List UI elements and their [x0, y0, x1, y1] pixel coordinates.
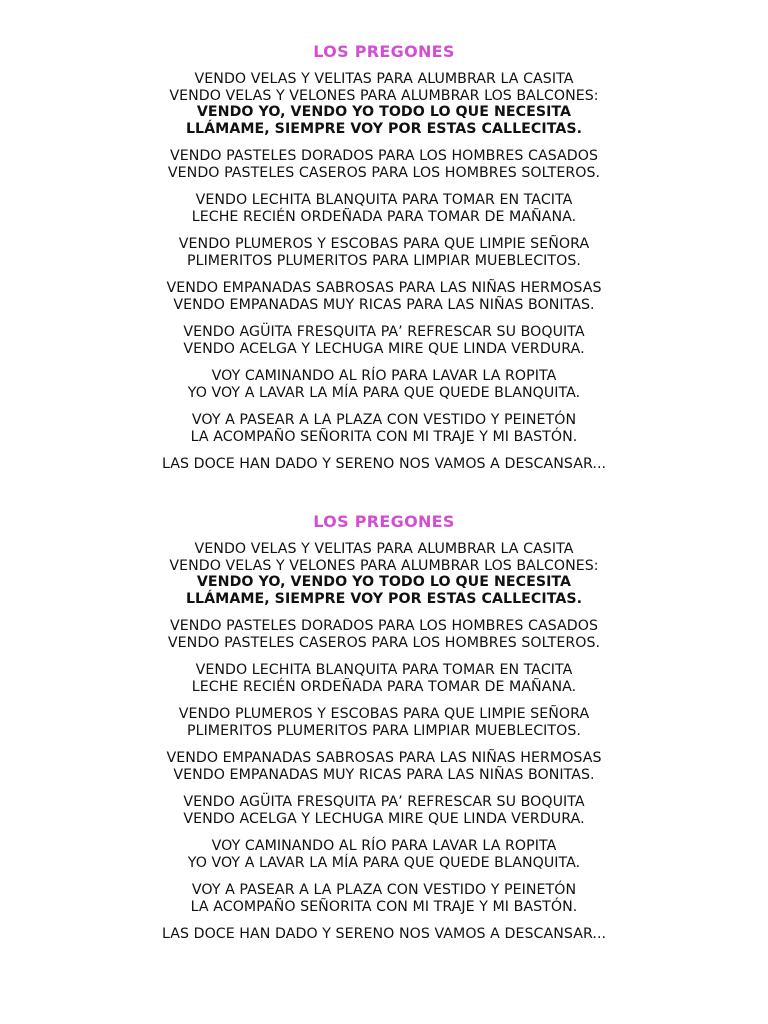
- lyrics-line: VOY CAMINANDO AL RÍO PARA LAVAR LA ROPITA: [211, 838, 557, 854]
- lyrics-line: VENDO EMPANADAS SABROSAS PARA LAS NIÑAS HERMOSAS: [166, 280, 602, 296]
- lyrics-stanza: [0, 882, 768, 915]
- lyrics-stanza: [0, 280, 768, 313]
- lyrics-line: VENDO EMPANADAS SABROSAS PARA LAS NIÑAS HERMOSAS: [166, 750, 602, 766]
- lyrics-stanza: [0, 368, 768, 401]
- lyrics-stanza: [0, 71, 768, 137]
- lyrics-line: YO VOY A LAVAR LA MÍA PARA QUE QUEDE BLANQUITA.: [187, 384, 581, 401]
- lyrics-stanza: [0, 618, 768, 651]
- lyrics-line: LA ACOMPAÑO SEÑORITA CON MI TRAJE Y MI BASTÓN.: [190, 428, 578, 445]
- lyrics-line: YO VOY A LAVAR LA MÍA PARA QUE QUEDE BLANQUITA.: [187, 854, 581, 871]
- lyrics-line: PLIMERITOS PLUMERITOS PARA LIMPIAR MUEBLECITOS.: [187, 722, 581, 739]
- lyrics-line: VENDO VELAS Y VELITAS PARA ALUMBRAR LA CASITA: [194, 71, 574, 87]
- chorus-line: VENDO YO, VENDO YO TODO LO QUE NECESITA: [196, 104, 572, 120]
- lyrics-line: LECHE RECIÉN ORDEÑADA PARA TOMAR DE MAÑANA.: [191, 208, 577, 225]
- lyrics-line: VENDO PASTELES CASEROS PARA LOS HOMBRES SOLTEROS.: [167, 164, 601, 181]
- lyrics-stanza: [0, 456, 768, 473]
- lyrics-line: VENDO AGÜITA FRESQUITA PA’ REFRESCAR SU BOQUITA: [183, 794, 585, 810]
- lyrics-stanza: [0, 412, 768, 445]
- lyrics-stanza: [0, 148, 768, 181]
- lyrics-line: VOY CAMINANDO AL RÍO PARA LAVAR LA ROPITA: [211, 368, 557, 384]
- lyrics-line: VOY A PASEAR A LA PLAZA CON VESTIDO Y PEINETÓN: [191, 882, 577, 898]
- lyrics-line: PLIMERITOS PLUMERITOS PARA LIMPIAR MUEBLECITOS.: [187, 252, 581, 269]
- lyrics-line: VENDO VELAS Y VELONES PARA ALUMBRAR LOS BALCONES:: [169, 557, 599, 574]
- lyrics-line: LAS DOCE HAN DADO Y SERENO NOS VAMOS A DESCANSAR...: [161, 456, 607, 472]
- lyrics-line: VENDO PASTELES DORADOS PARA LOS HOMBRES CASADOS: [169, 618, 599, 634]
- lyrics-line: LA ACOMPAÑO SEÑORITA CON MI TRAJE Y MI BASTÓN.: [190, 898, 578, 915]
- chorus-line: LLÁMAME, SIEMPRE VOY POR ESTAS CALLECITAS.: [185, 120, 583, 137]
- song-lyrics: [0, 71, 768, 473]
- lyrics-stanza: [0, 750, 768, 783]
- song-title: LOS PREGONES: [313, 512, 455, 531]
- lyrics-stanza: [0, 192, 768, 225]
- lyrics-line: VENDO ACELGA Y LECHUGA MIRE QUE LINDA VERDURA.: [183, 340, 585, 357]
- lyrics-line: VENDO LECHITA BLANQUITA PARA TOMAR EN TACITA: [195, 662, 573, 678]
- lyrics-line: VENDO PLUMEROS Y ESCOBAS PARA QUE LIMPIE SEÑORA: [178, 236, 590, 252]
- chorus-line: LLÁMAME, SIEMPRE VOY POR ESTAS CALLECITAS.: [185, 590, 583, 607]
- lyrics-line: VENDO VELAS Y VELONES PARA ALUMBRAR LOS BALCONES:: [169, 87, 599, 104]
- lyrics-line: VENDO ACELGA Y LECHUGA MIRE QUE LINDA VERDURA.: [183, 810, 585, 827]
- lyrics-line: VENDO EMPANADAS MUY RICAS PARA LAS NIÑAS BONITAS.: [173, 296, 595, 313]
- song-section: [0, 41, 768, 484]
- lyrics-line: VENDO PASTELES DORADOS PARA LOS HOMBRES CASADOS: [169, 148, 599, 164]
- lyrics-stanza: [0, 236, 768, 269]
- lyrics-line: LAS DOCE HAN DADO Y SERENO NOS VAMOS A DESCANSAR...: [161, 926, 607, 942]
- lyrics-line: VENDO VELAS Y VELITAS PARA ALUMBRAR LA CASITA: [194, 541, 574, 557]
- lyrics-stanza: [0, 794, 768, 827]
- song-lyrics: [0, 541, 768, 943]
- song-section: [0, 511, 768, 954]
- lyrics-stanza: [0, 926, 768, 943]
- lyrics-stanza: [0, 838, 768, 871]
- lyrics-stanza: [0, 706, 768, 739]
- lyrics-line: VENDO PASTELES CASEROS PARA LOS HOMBRES SOLTEROS.: [167, 634, 601, 651]
- lyrics-stanza: [0, 324, 768, 357]
- lyrics-line: VENDO LECHITA BLANQUITA PARA TOMAR EN TACITA: [195, 192, 573, 208]
- chorus-line: VENDO YO, VENDO YO TODO LO QUE NECESITA: [196, 574, 572, 590]
- lyrics-line: VOY A PASEAR A LA PLAZA CON VESTIDO Y PEINETÓN: [191, 412, 577, 428]
- lyrics-stanza: [0, 662, 768, 695]
- song-title: LOS PREGONES: [313, 42, 455, 61]
- lyrics-stanza: [0, 541, 768, 607]
- lyrics-line: VENDO AGÜITA FRESQUITA PA’ REFRESCAR SU BOQUITA: [183, 324, 585, 340]
- lyrics-line: VENDO PLUMEROS Y ESCOBAS PARA QUE LIMPIE SEÑORA: [178, 706, 590, 722]
- lyrics-line: LECHE RECIÉN ORDEÑADA PARA TOMAR DE MAÑANA.: [191, 678, 577, 695]
- lyrics-line: VENDO EMPANADAS MUY RICAS PARA LAS NIÑAS BONITAS.: [173, 766, 595, 783]
